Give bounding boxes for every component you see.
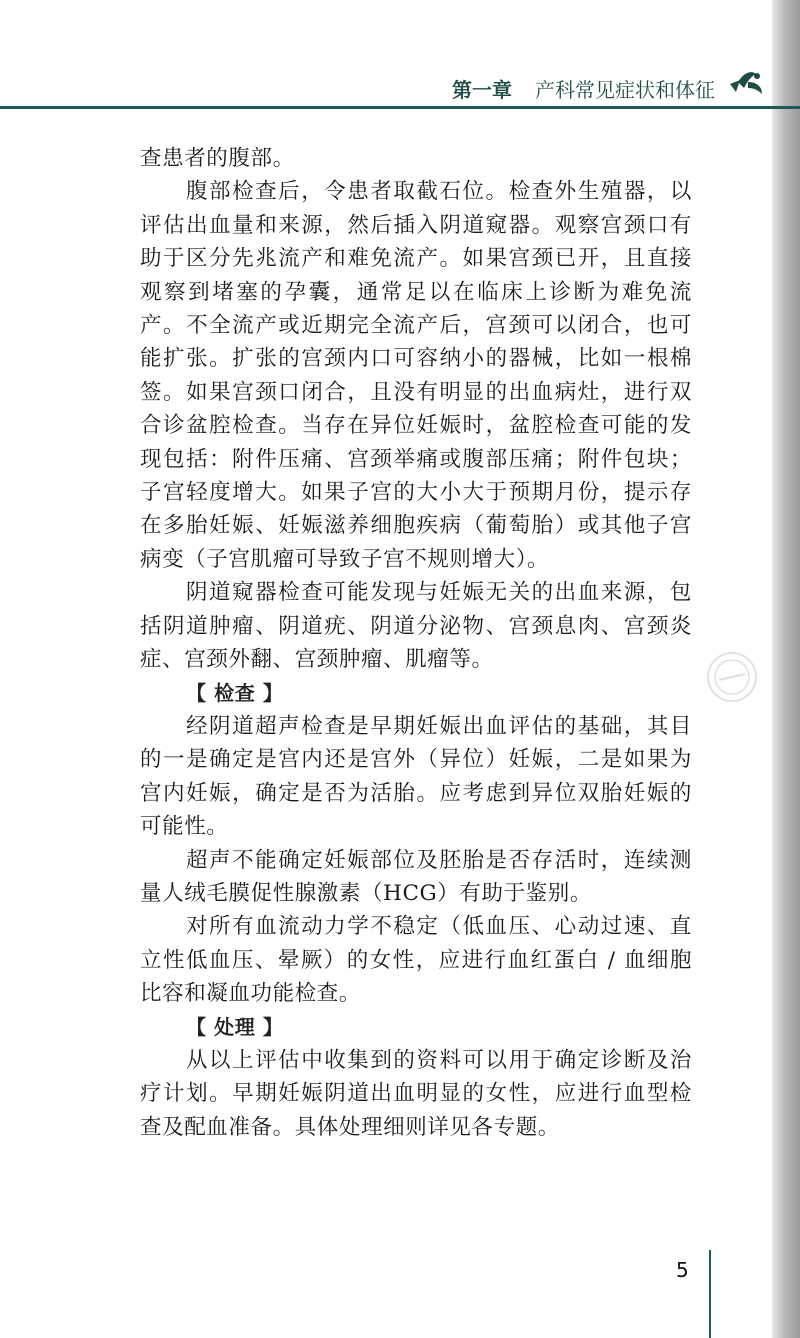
section-heading-check: 【 检查 】 bbox=[186, 680, 284, 705]
body-text bbox=[140, 142, 692, 1144]
stylized-figure-logo-icon bbox=[726, 68, 766, 102]
circular-seal-icon bbox=[705, 650, 759, 704]
chapter-title: 产科常见症状和体征 bbox=[535, 78, 715, 102]
page-edge-shadow bbox=[772, 0, 800, 1338]
chapter-number: 第一章 bbox=[452, 78, 512, 102]
paragraph: 从以上评估中收集到的资料可以用于确定诊断及治疗计划。早期妊娠阴道出血明显的女性，应进行血型检查及配血准备。具体处理细则详见各专题。 bbox=[140, 1047, 692, 1140]
section-heading-treatment: 【 处理 】 bbox=[186, 1014, 284, 1039]
running-header bbox=[0, 62, 772, 108]
paragraph: 超声不能确定妊娠部位及胚胎是否存活时，连续测量人绒毛膜促性腺激素（HCG）有助于鉴别。 bbox=[140, 847, 692, 906]
paragraph: 腹部检查后，令患者取截石位。检查外生殖器，以评估出血量和来源，然后插入阴道窥器。观察宫颈口有助于区分先兆流产和难免流产。如果宫颈已开，且直接观察到堵塞的孕囊，通常足以在临床上诊断为难免流产。不全流产或近期完全流产后，宫颈可以闭合，也可能扩张。扩张的宫颈内口可容纳小的器械，比如一根棉签。如果宫颈口闭合，且没有明显的出血病灶，进行双合诊盆腔检查。当存在异位妊娠时，盆腔检查可能的发现包括：附件压痛、宫颈举痛或腹部压痛；附件包块；子宫轻度增大。如果子宫的大小大于预期月份，提示存在多胎妊娠、妊娠滋养细胞疾病（葡萄胎）或其他子宫病变（子宫肌瘤可导致子宫不规则增大）。 bbox=[140, 179, 692, 572]
footer-rule bbox=[709, 1250, 711, 1338]
paragraph: 经阴道超声检查是早期妊娠出血评估的基础，其目的一是确定是宫内还是宫外（异位）妊娠，二是如果为宫内妊娠，确定是否为活胎。应考虑到异位双胎妊娠的可能性。 bbox=[140, 713, 692, 840]
paragraph: 阴道窥器检查可能发现与妊娠无关的出血来源，包括阴道肿瘤、阴道疣、阴道分泌物、宫颈息肉、宫颈炎症、宫颈外翻、宫颈肿瘤、肌瘤等。 bbox=[140, 580, 692, 673]
page-number: 5 bbox=[676, 1258, 689, 1282]
paragraph: 查患者的腹部。 bbox=[140, 146, 295, 171]
paragraph: 对所有血流动力学不稳定（低血压、心动过速、直立性低血压、晕厥）的女性，应进行血红蛋白 / 血细胞比容和凝血功能检查。 bbox=[140, 914, 692, 1007]
header-rule bbox=[0, 106, 800, 109]
